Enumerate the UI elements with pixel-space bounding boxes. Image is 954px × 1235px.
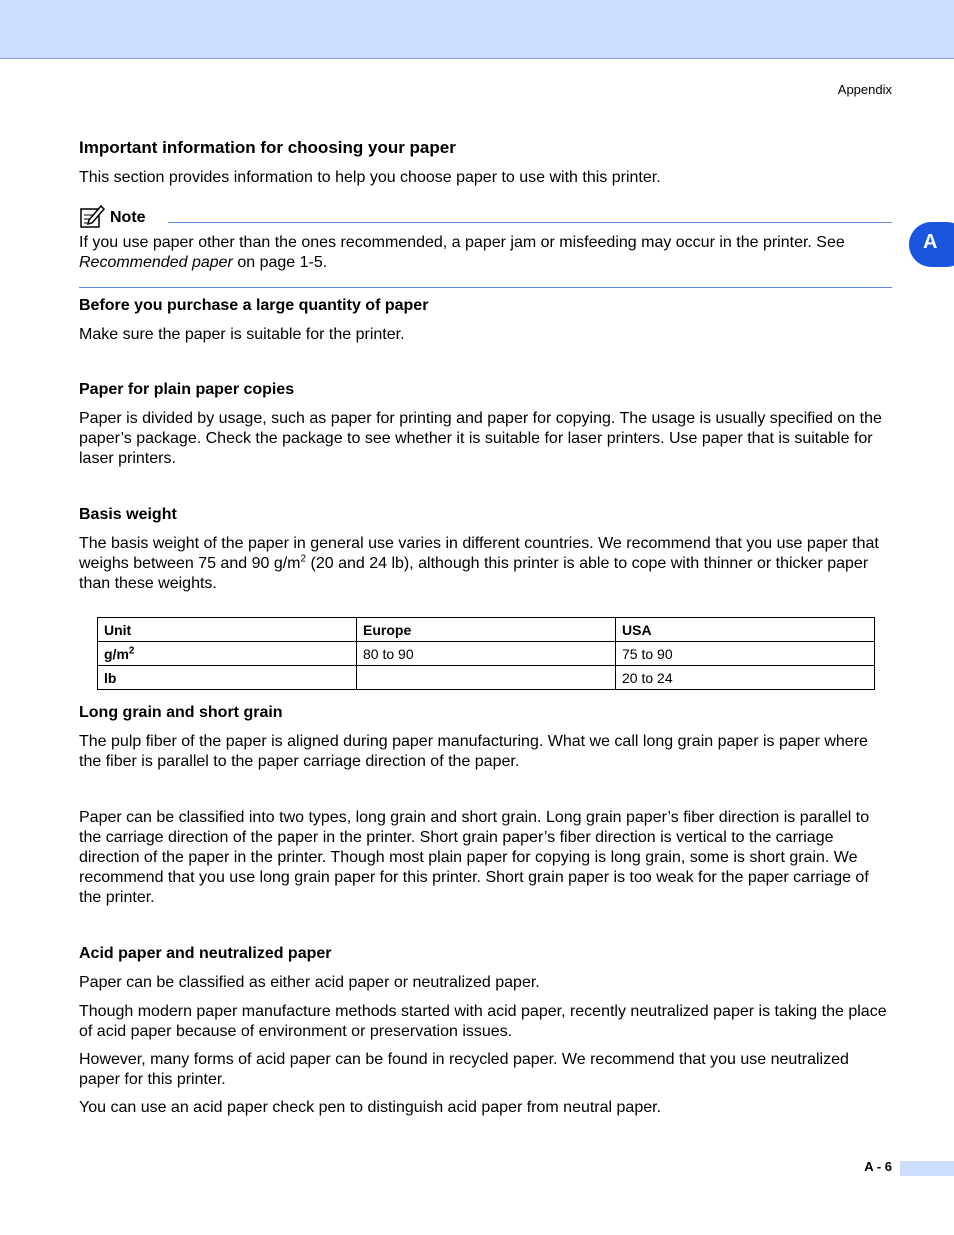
acid-heading: Acid paper and neutralized paper: [79, 945, 332, 962]
table-row: [98, 666, 875, 690]
intro-text: This section provides information to help you choose paper to use with this printer.: [79, 169, 661, 186]
note-text-part2: on page 1-5.: [232, 254, 328, 271]
note-reference: Recommended paper: [79, 254, 233, 271]
table-cell-europe: 80 to 90: [357, 642, 616, 666]
purchase-heading: Before you purchase a large quantity of paper: [79, 297, 429, 314]
weight-table: [97, 617, 875, 690]
grain-text-2: Paper can be classified into two types, long grain and short grain. Long grain paper’s fiber direction is parallel to the carriage direction of the paper in the printer. Short grain paper’s fiber direction is vertical to the carriage direction of the paper in the printer. Though most plain paper for copying is long grain, some is short grain. We recommend that you use long grain paper for this printer. Short grain paper is too weak for the paper carriage of the printer.: [79, 809, 870, 906]
table-cell-usa: 20 to 24: [616, 666, 875, 690]
grain-text-1: The pulp fiber of the paper is aligned during paper manufacturing. What we call long grain paper is paper where the fiber is parallel to the paper carriage direction of the paper.: [79, 733, 868, 770]
appendix-tab-label: A: [923, 231, 938, 253]
unit-text: g/m: [104, 645, 129, 662]
table-row: [98, 642, 875, 666]
basis-weight-text-part1: The basis weight of the paper in general use varies in different countries. We recommend that you use paper that weighs between 75 and 90 g/m: [79, 535, 879, 572]
header-band: [0, 0, 954, 59]
plain-copies-heading: Paper for plain paper copies: [79, 381, 295, 398]
table-cell-usa: 75 to 90: [616, 642, 875, 666]
plain-copies-text: Paper is divided by usage, such as paper for printing and paper for copying. The usage is usually specified on the paper’s package. Check the package to see whether it is suitable for laser printers. Use paper that is suitable for laser printers.: [79, 410, 882, 467]
table-header-europe: Europe: [357, 618, 616, 642]
appendix-tab: [909, 222, 954, 267]
unit-sup: 2: [128, 644, 135, 656]
table-header-unit: Unit: [98, 618, 357, 642]
table-header-row: [98, 618, 875, 642]
basis-weight-text-part2: (20 and 24 lb), although this printer is able to cope with thinner or thicker paper than these weights.: [79, 555, 869, 592]
section-title: Important information for choosing your paper: [79, 138, 456, 157]
acid-text-2: Though modern paper manufacture methods started with acid paper, recently neutralized paper is taking the place of acid paper because of environment or preservation issues.: [79, 1003, 887, 1040]
acid-text-4: You can use an acid paper check pen to distinguish acid paper from neutral paper.: [79, 1099, 662, 1116]
page-number: A - 6: [864, 1159, 892, 1174]
basis-weight-sup: 2: [300, 553, 307, 565]
table-cell-unit: lb: [98, 666, 357, 690]
section-header: Appendix: [837, 82, 892, 97]
note-divider-bottom: [79, 287, 892, 288]
note-text: [79, 233, 892, 273]
table-header-usa: USA: [616, 618, 875, 642]
basis-weight-heading: Basis weight: [79, 506, 177, 523]
acid-text-1: Paper can be classified as either acid paper or neutralized paper.: [79, 974, 540, 991]
note-icon: [79, 203, 105, 229]
acid-text-3: However, many forms of acid paper can be found in recycled paper. We recommend that you use neutralized paper for this printer.: [79, 1051, 849, 1088]
basis-weight-text: [79, 534, 892, 594]
table-cell-europe: [357, 666, 616, 690]
footer-bar: [900, 1161, 954, 1176]
purchase-text: Make sure the paper is suitable for the printer.: [79, 326, 405, 343]
note-label: Note: [110, 209, 146, 226]
note-text-part1: If you use paper other than the ones recommended, a paper jam or misfeeding may occur in the printer. See: [79, 234, 845, 251]
grain-heading: Long grain and short grain: [79, 704, 283, 721]
table-cell-unit: [98, 642, 357, 666]
note-divider-top: [168, 222, 892, 223]
